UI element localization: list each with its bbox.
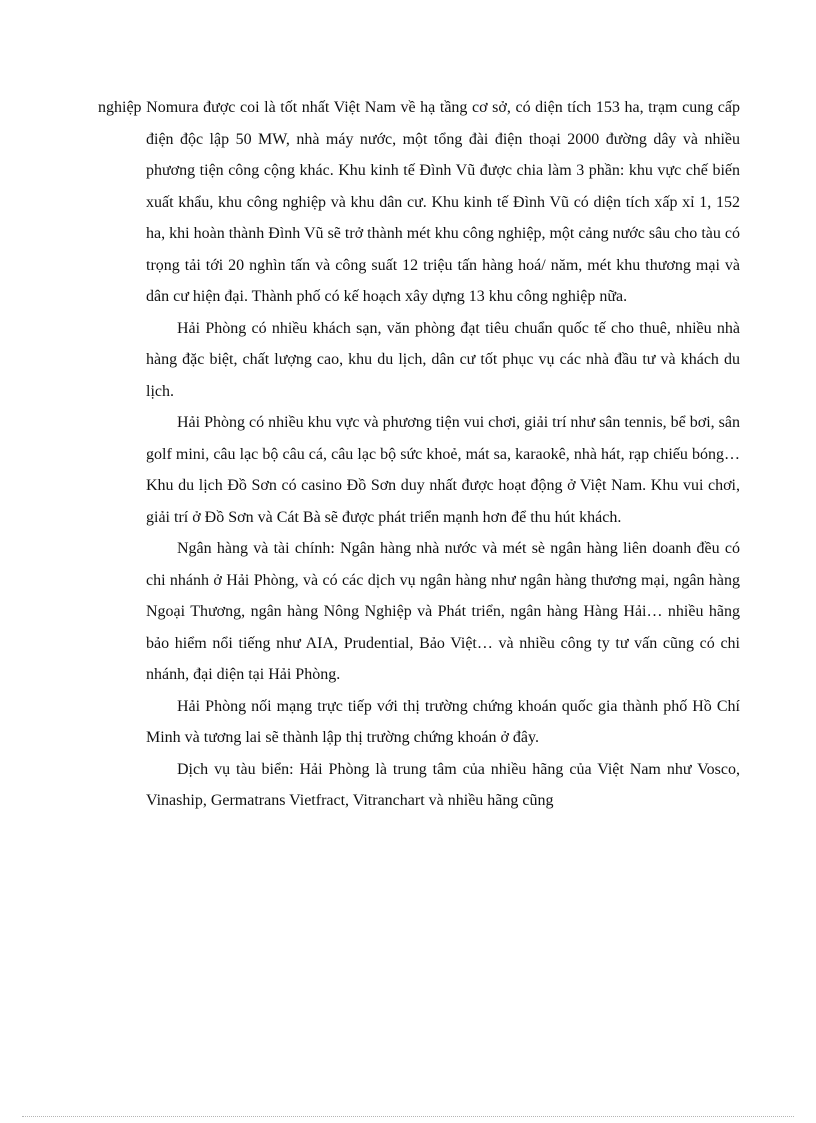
body-text — [98, 92, 740, 817]
paragraph-industrial-zones: nghiệp Nomura được coi là tốt nhất Việt Nam về hạ tầng cơ sở, có diện tích 153 ha, trạm cung cấp điện độc lập 50 MW, nhà máy nước, một tổng đài điện thoại 2000 đường dây và nhiều phương tiện công cộng khác. Khu kinh tế Đình Vũ được chia làm 3 phần: khu vực chế biến xuất khẩu, khu công nghiệp và khu dân cư. Khu kinh tế Đình Vũ có diện tích xấp xỉ 1, 152 ha, khi hoàn thành Đình Vũ sẽ trở thành mét khu công nghiệp, một cảng nước sâu cho tàu có trọng tải tới 20 nghìn tấn và công suất 12 triệu tấn hàng hoá/ năm, mét khu thương mại và dân cư hiện đại. Thành phố có kế hoạch xây dựng 13 khu công nghiệp nữa. — [98, 99, 740, 305]
paragraph-stock-market: Hải Phòng nối mạng trực tiếp với thị trường chứng khoán quốc gia thành phố Hồ Chí Minh và tương lai sẽ thành lập thị trường chứng khoán ở đây. — [146, 697, 740, 746]
paragraph-hotels: Hải Phòng có nhiều khách sạn, văn phòng đạt tiêu chuẩn quốc tế cho thuê, nhiều nhà hàng đặc biệt, chất lượng cao, khu du lịch, dân cư tốt phục vụ các nhà đầu tư và khách du lịch. — [146, 319, 740, 400]
page-bottom-divider — [22, 1116, 794, 1117]
paragraph-entertainment: Hải Phòng có nhiều khu vực và phương tiện vui chơi, giải trí như sân tennis, bể bơi, sân golf mini, câu lạc bộ câu cá, câu lạc bộ sức khoẻ, mát sa, karaokê, nhà hát, rạp chiếu bóng… Khu du lịch Đồ Sơn có casino Đồ Sơn duy nhất được hoạt động ở Việt Nam. Khu vui chơi, giải trí ở Đồ Sơn và Cát Bà sẽ được phát triển mạnh hơn để thu hút khách. — [146, 414, 740, 526]
paragraph-shipping: Dịch vụ tàu biển: Hải Phòng là trung tâm của nhiều hãng của Việt Nam như Vosco, Vinaship, Germatrans Vietfract, Vitranchart và nhiều hãng cũng — [146, 760, 740, 809]
paragraph-banking: Ngân hàng và tài chính: Ngân hàng nhà nước và mét sè ngân hàng liên doanh đều có chi nhánh ở Hải Phòng, và có các dịch vụ ngân hàng như ngân hàng thương mại, ngân hàng Ngoại Thương, ngân hàng Nông Nghiệp và Phát triển, ngân hàng Hàng Hải… nhiều hãng bảo hiểm nổi tiếng như AIA, Prudential, Bảo Việt… và nhiều công ty tư vấn cũng có chi nhánh, đại diện tại Hải Phòng. — [146, 540, 740, 683]
